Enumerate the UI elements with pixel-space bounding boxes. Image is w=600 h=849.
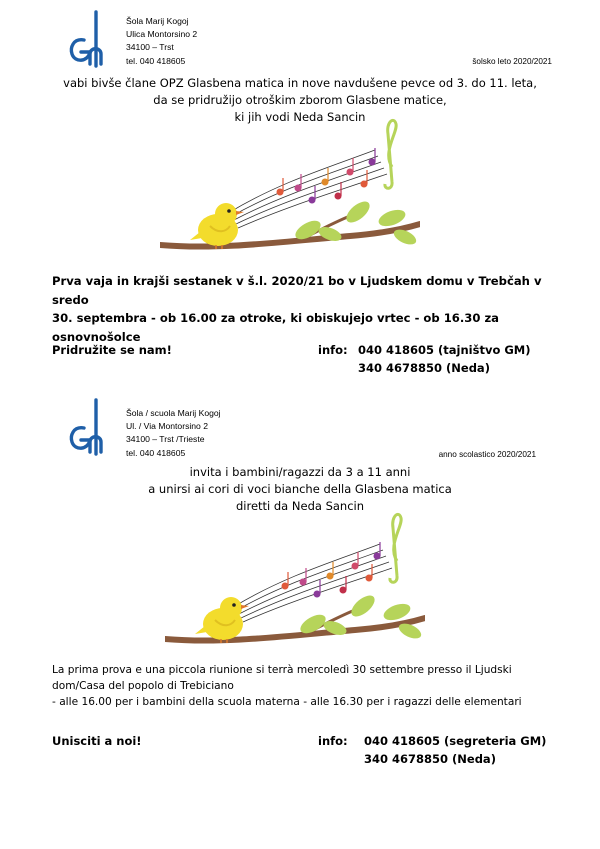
school-year: šolsko leto 2020/2021 <box>472 57 552 66</box>
invite-line: a unirsi ai cori di voci bianche della Glasbena matica <box>148 482 452 496</box>
phone-neda: 340 4678850 (Neda) <box>364 752 496 766</box>
invite-line: vabi bivše člane OPZ Glasbena matica in nove navdušene pevce od 3. do 11. leta, <box>63 76 537 90</box>
call-to-action: Pridružite se nam! <box>52 343 172 357</box>
gm-logo-icon <box>67 398 107 456</box>
paragraph-line: La prima prova e una piccola riunione si terrà mercoledì 30 settembre presso il Ljudski <box>52 664 512 676</box>
invite-line: da se pridružijo otroškim zborom Glasbene matice, <box>153 93 447 107</box>
address-line: Šola Marij Kogoj <box>126 16 189 26</box>
rehearsal-info <box>52 662 552 710</box>
invite-line: invita i bambini/ragazzi da 3 a 11 anni <box>189 465 411 479</box>
invite-line: diretti da Neda Sancin <box>235 499 365 513</box>
phone-office: 040 418605 (segreteria GM) <box>364 734 547 748</box>
info-label: info: <box>318 343 348 357</box>
paragraph-line: - alle 16.00 per i bambini della scuola materna - alle 16.30 per i ragazzi delle elementari <box>52 696 522 708</box>
paragraph-line: 30. septembra - ob 16.00 za otroke, ki obiskujejo vrtec - ob 16.30 za <box>52 311 500 325</box>
school-year: anno scolastico 2020/2021 <box>438 450 536 459</box>
school-address <box>126 15 197 68</box>
rehearsal-info <box>52 272 552 346</box>
address-line: tel. 040 418605 <box>126 447 186 458</box>
phone-office: 040 418605 (tajništvo GM) <box>358 343 531 357</box>
school-address <box>126 407 221 460</box>
address-line: 34100 – Trst <box>126 42 174 53</box>
address-line: 34100 – Trst /Trieste <box>126 434 205 445</box>
address-line: Šola / scuola Marij Kogoj <box>126 408 221 418</box>
bird-music-illustration <box>165 506 425 656</box>
paragraph-line: osnovnošolce <box>52 329 141 344</box>
address-line: Ul. / Via Montorsino 2 <box>126 421 208 432</box>
address-line: Ulica Montorsino 2 <box>126 29 198 40</box>
paragraph-line: Prva vaja in krajši sestanek v š.l. 2020/21 bo v Ljudskem domu v Trebčah v sredo <box>52 274 542 307</box>
invite-line: ki jih vodi Neda Sancin <box>234 110 366 124</box>
gm-logo-icon <box>67 10 107 68</box>
paragraph-line: dom/Casa del popolo di Trebiciano <box>52 680 234 692</box>
call-to-action: Unisciti a noi! <box>52 734 142 748</box>
info-label: info: <box>318 734 348 748</box>
bird-music-illustration <box>160 112 420 262</box>
phone-neda: 340 4678850 (Neda) <box>358 361 490 375</box>
address-line: tel. 040 418605 <box>126 55 186 66</box>
